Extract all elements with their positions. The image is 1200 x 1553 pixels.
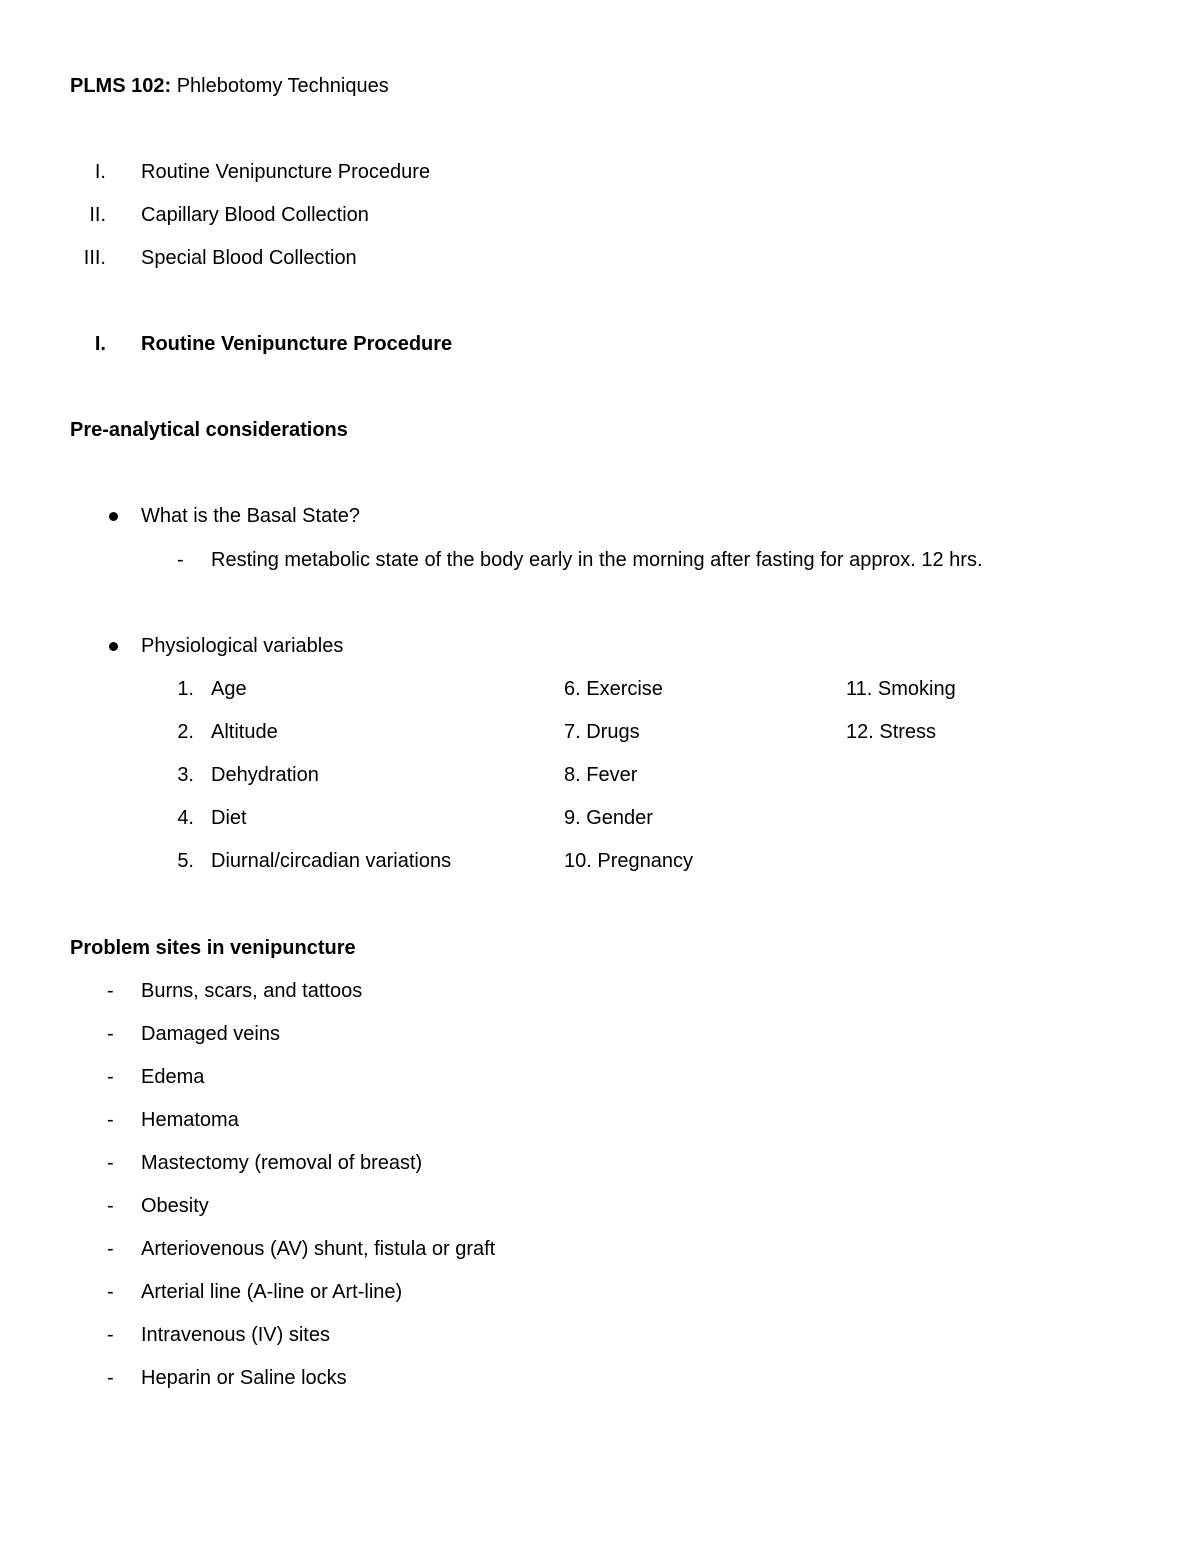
dash-marker: -: [107, 1324, 114, 1346]
dash-marker: -: [107, 1152, 114, 1174]
document-title: [70, 74, 389, 98]
dash-marker: -: [107, 1238, 114, 1260]
list-number: 2.: [177, 721, 194, 743]
list-item: Intravenous (IV) sites: [141, 1324, 330, 1346]
dash-marker: -: [107, 1109, 114, 1131]
list-item: Arteriovenous (AV) shunt, fistula or graft: [141, 1238, 496, 1260]
list-item: Dehydration: [211, 764, 319, 786]
dash-marker: -: [107, 1195, 114, 1217]
dash-marker: -: [107, 1023, 114, 1045]
list-number: 3.: [177, 764, 194, 786]
basal-state-question: What is the Basal State?: [141, 505, 361, 527]
list-item: 9. Gender: [564, 807, 653, 829]
list-item: 12. Stress: [846, 721, 937, 743]
outline-numeral: I.: [94, 161, 106, 183]
outline-item: Routine Venipuncture Procedure: [141, 161, 431, 183]
list-item: Burns, scars, and tattoos: [141, 980, 363, 1002]
list-item: Heparin or Saline locks: [141, 1367, 347, 1389]
list-item: Obesity: [141, 1195, 209, 1217]
list-number: 4.: [177, 807, 194, 829]
list-item: 11. Smoking: [846, 678, 956, 700]
section-heading: Routine Venipuncture Procedure: [141, 333, 453, 355]
list-item: Age: [211, 678, 247, 700]
list-item: Mastectomy (removal of breast): [141, 1152, 423, 1174]
outline-item: Special Blood Collection: [141, 247, 357, 269]
basal-state-answer: Resting metabolic state of the body early in the morning after fasting for approx. 12 hrs.: [211, 549, 983, 571]
physiological-label: Physiological variables: [141, 635, 344, 657]
list-item: 7. Drugs: [564, 721, 640, 743]
list-item: 8. Fever: [564, 764, 638, 786]
bullet-icon: [109, 642, 118, 651]
dash-marker: -: [107, 1066, 114, 1088]
course-name: Phlebotomy Techniques: [176, 75, 389, 97]
bullet-icon: [109, 512, 118, 521]
list-number: 5.: [177, 850, 194, 872]
outline-numeral: II.: [89, 204, 106, 226]
list-item: Edema: [141, 1066, 205, 1088]
outline-item: Capillary Blood Collection: [141, 204, 369, 226]
list-item: Hematoma: [141, 1109, 239, 1131]
list-number: 1.: [177, 678, 194, 700]
list-item: Diet: [211, 807, 247, 829]
list-item: 6. Exercise: [564, 678, 663, 700]
list-item: Arterial line (A-line or Art-line): [141, 1281, 403, 1303]
dash-marker: -: [107, 980, 114, 1002]
section-numeral: I.: [94, 333, 106, 355]
dash-marker: -: [177, 549, 184, 571]
dash-marker: -: [107, 1367, 114, 1389]
list-item: Damaged veins: [141, 1023, 280, 1045]
outline-numeral: III.: [83, 247, 106, 269]
list-item: Altitude: [211, 721, 278, 743]
list-item: Diurnal/circadian variations: [211, 850, 452, 872]
problem-sites-heading: Problem sites in venipuncture: [70, 937, 356, 959]
list-item: 10. Pregnancy: [564, 850, 693, 872]
course-code: PLMS 102:: [70, 75, 172, 97]
dash-marker: -: [107, 1281, 114, 1303]
preanalytical-heading: Pre-analytical considerations: [70, 419, 348, 441]
